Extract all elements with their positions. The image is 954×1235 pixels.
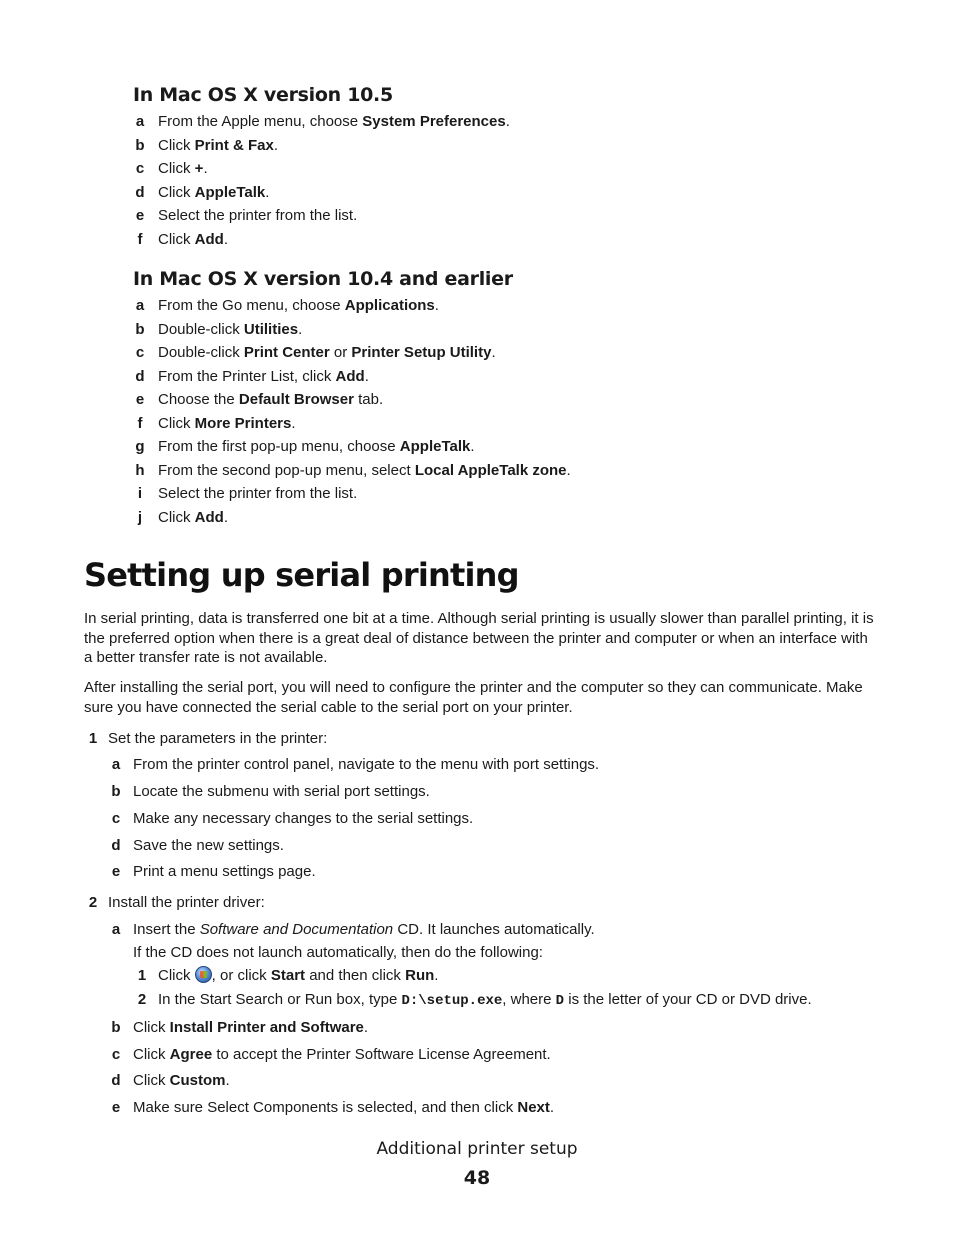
- page-title: Setting up serial printing: [84, 556, 519, 594]
- list-item: c Click Agree to accept the Printer Software License Agreement.: [111, 1046, 551, 1063]
- page-number: 48: [463, 1167, 491, 1189]
- list-item: a Insert the Software and Documentation CD. It launches automatically.: [111, 921, 595, 938]
- list-item: e Make sure Select Components is selected, and then click Next.: [111, 1099, 555, 1116]
- list-item: d From the Printer List, click Add.: [135, 367, 369, 385]
- step-2: 2 Install the printer driver:: [88, 894, 265, 911]
- cd-note: If the CD does not launch automatically, then do the following:: [133, 944, 543, 961]
- list-item: e Choose the Default Browser tab.: [135, 391, 384, 408]
- list-item: d Save the new settings.: [111, 837, 284, 854]
- list-item: f Click Add.: [137, 230, 229, 248]
- section-heading-10-4: In Mac OS X version 10.4 and earlier: [133, 268, 513, 290]
- list-item: d Click Custom.: [111, 1072, 230, 1089]
- setup-paragraph: After installing the serial port, you will need to configure the printer and the computer so they can communicate. Make sure you have connected the serial cable to the serial port on your printer.: [84, 679, 863, 716]
- list-item: b Double-click Utilities.: [135, 320, 303, 338]
- section-heading-10-5: In Mac OS X version 10.5: [133, 84, 393, 106]
- windows-start-icon[interactable]: [195, 966, 212, 983]
- list-item: a From the Go menu, choose Applications.: [135, 297, 439, 314]
- list-item: c Make any necessary changes to the serial settings.: [111, 810, 474, 827]
- steps-list-10-5: [133, 110, 510, 251]
- list-item: i Select the printer from the list.: [137, 485, 358, 502]
- list-item: g From the first pop-up menu, choose AppleTalk.: [135, 438, 475, 455]
- steps-list-10-4: [133, 294, 571, 529]
- list-item: e Print a menu settings page.: [111, 863, 316, 880]
- list-item: b Click Print & Fax.: [135, 136, 279, 154]
- step-1: 1 Set the parameters in the printer:: [88, 730, 328, 747]
- list-item: b Click Install Printer and Software.: [111, 1019, 369, 1036]
- list-item: f Click More Printers.: [137, 414, 296, 432]
- list-item: e Select the printer from the list.: [135, 207, 358, 224]
- footer-section-title: Additional printer setup: [376, 1139, 578, 1159]
- sub-step-2: 2 In the Start Search or Run box, type D:\setup.exe, where D is the letter of your CD or DVD drive.: [137, 991, 812, 1009]
- sub-step-1: 1 Click , or click Start and then click Run.: [137, 967, 439, 984]
- list-item: c Double-click Print Center or Printer Setup Utility.: [135, 344, 496, 361]
- list-item: c Click +.: [135, 160, 208, 177]
- list-item: h From the second pop-up menu, select Local AppleTalk zone.: [135, 461, 571, 479]
- list-item: a From the Apple menu, choose System Preferences.: [135, 113, 510, 130]
- list-item: a From the printer control panel, navigate to the menu with port settings.: [111, 756, 600, 773]
- list-item: d Click AppleTalk.: [135, 183, 270, 201]
- list-item: b Locate the submenu with serial port settings.: [111, 783, 430, 800]
- list-item: j Click Add.: [137, 508, 229, 526]
- intro-paragraph: In serial printing, data is transferred one bit at a time. Although serial printing is usually slower than parallel printing, it is the preferred option when there is a great deal of distance between the printer and computer or when an interface with a better transfer rate is not available.: [84, 610, 874, 666]
